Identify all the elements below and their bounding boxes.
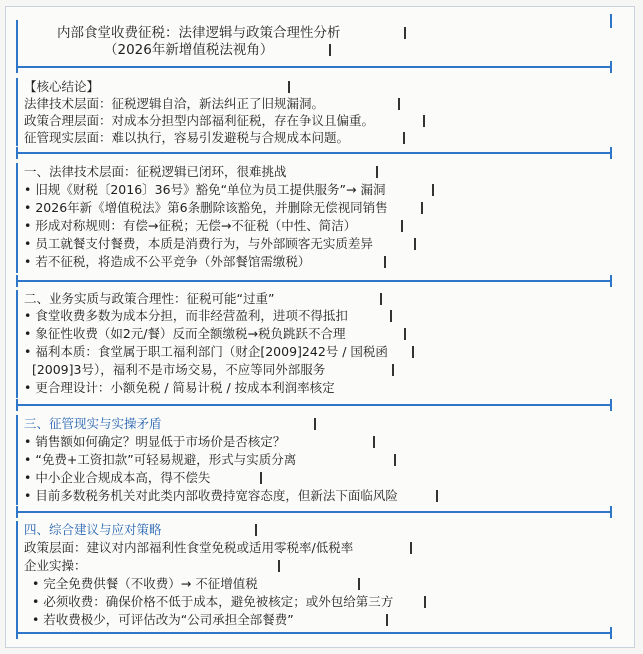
s1-item-5: • 若不征税，将造成不公平竞争（外部餐馆需缴税） xyxy=(24,254,311,269)
s3-item-1: • 销售额如何确定？明显低于市场价是否核定？ xyxy=(24,434,286,449)
s1-item-2: • 2026年新《增值税法》第6条删除该豁免，并删除无偿视同销售 xyxy=(24,200,388,215)
core-item-3: 征管现实层面：难以执行，容易引发避税与合规成本问题。 xyxy=(24,130,350,145)
page-subtitle: （2026年新增值税法视角） xyxy=(104,42,274,58)
s2-heading: 二、业务实质与政策合理性：征税可能“过重” xyxy=(24,291,275,306)
s2-item-1: • 食堂收费多数为成本分担，而非经营盈利，进项不得抵扣 xyxy=(24,308,348,323)
s4-item-2: 企业实操： xyxy=(24,558,87,573)
s2-item-3: • 福利本质：食堂属于职工福利部门（财企[2009]242号 / 国税函 xyxy=(24,344,388,359)
s2-item-2: • 象征性收费（如2元/餐）反而全额缴税→税负跳跃不合理 xyxy=(24,326,346,341)
s1-item-1: • 旧规《财税〔2016〕36号》豁免“单位为员工提供服务”→ 漏洞 xyxy=(24,182,386,197)
s2-item-4: [2009]3号），福利不是市场交易，不应等同外部服务 xyxy=(24,362,326,377)
s2-bar xyxy=(16,290,18,398)
s2-item-3-mark xyxy=(412,346,414,358)
s3-item-2-mark xyxy=(394,454,396,466)
rule-s3 xyxy=(16,511,612,513)
rule-core xyxy=(16,152,612,154)
s3-item-3-mark xyxy=(260,472,262,484)
s3-item-3: • 中小企业合规成本高，得不偿失 xyxy=(24,470,211,485)
core-item-2: 政策合理层面：对成本分担型内部福利征税，存在争议且偏重。 xyxy=(24,113,375,128)
core-heading: 【核心结论】 xyxy=(24,79,100,94)
s3-heading-mark xyxy=(314,418,316,430)
s1-bar xyxy=(16,163,18,273)
s3-item-2: • “免费+工资扣款”可轻易规避，形式与实质分离 xyxy=(24,452,297,467)
rule-title xyxy=(16,66,612,68)
s2-item-4-mark xyxy=(392,364,394,376)
s1-item-5-mark xyxy=(384,256,386,268)
s4-item-2-mark xyxy=(278,560,280,572)
rule-s2 xyxy=(16,404,612,406)
s4-bar xyxy=(16,521,18,629)
s1-item-3: • 形成对称规则：有偿→征税；无偿→不征税（中性、简洁） xyxy=(24,218,357,233)
core-item-1-mark xyxy=(398,98,400,110)
s2-item-5: • 更合理设计：小额免税 / 简易计税 / 按成本利润率核定 xyxy=(24,380,335,395)
s4-item-4: • 必须收费：确保价格不低于成本，避免被核定；或外包给第三方 xyxy=(24,594,394,609)
s4-item-5-mark xyxy=(386,614,388,626)
s3-item-4: • 目前多数税务机关对此类内部收费持宽容态度，但新法下面临风险 xyxy=(24,488,398,503)
core-item-2-mark xyxy=(423,115,425,127)
s4-item-4-mark xyxy=(424,596,426,608)
s4-item-1-mark xyxy=(410,542,412,554)
page-title: 内部食堂收费征税：法律逻辑与政策合理性分析 xyxy=(57,25,341,41)
s4-item-5: • 若收费极少，可评估改为“公司承担全部餐费” xyxy=(24,612,294,627)
s2-heading-mark xyxy=(380,293,382,305)
s4-item-1: 政策层面：建议对内部福利性食堂免税或适用零税率/低税率 xyxy=(24,540,354,555)
s1-item-4-mark xyxy=(414,238,416,250)
rule-s1 xyxy=(16,280,612,282)
s2-item-2-mark xyxy=(404,328,406,340)
title-left-bar xyxy=(16,20,18,64)
s3-heading: 三、征管现实与实操矛盾 xyxy=(24,416,162,431)
core-heading-mark xyxy=(288,81,290,93)
title-cursor-mark xyxy=(404,27,406,39)
title-right-bar xyxy=(610,14,612,28)
s3-item-4-mark xyxy=(436,490,438,502)
s1-item-1-mark xyxy=(432,184,434,196)
s3-item-1-mark xyxy=(373,436,375,448)
core-item-3-mark xyxy=(403,132,405,144)
core-bar xyxy=(16,78,18,146)
s4-item-3: • 完全免费供餐（不收费）→ 不征增值税 xyxy=(24,576,258,591)
s1-heading-mark xyxy=(376,166,378,178)
s1-item-2-mark xyxy=(421,202,423,214)
rule-s4 xyxy=(16,632,612,634)
s4-heading-mark xyxy=(255,524,257,536)
s1-item-4: • 员工就餐支付餐费，本质是消费行为，与外部顾客无实质差异 xyxy=(24,236,373,251)
s2-item-1-mark xyxy=(390,310,392,322)
s1-item-3-mark xyxy=(401,220,403,232)
s4-heading: 四、综合建议与应对策略 xyxy=(24,522,162,537)
s4-item-3-mark xyxy=(358,578,360,590)
core-item-1: 法律技术层面：征税逻辑自洽，新法纠正了旧规漏洞。 xyxy=(24,96,325,111)
subtitle-cursor-mark xyxy=(329,44,331,56)
s1-heading: 一、法律技术层面：征税逻辑已闭环，很难挑战 xyxy=(24,164,287,179)
s3-bar xyxy=(16,415,18,505)
